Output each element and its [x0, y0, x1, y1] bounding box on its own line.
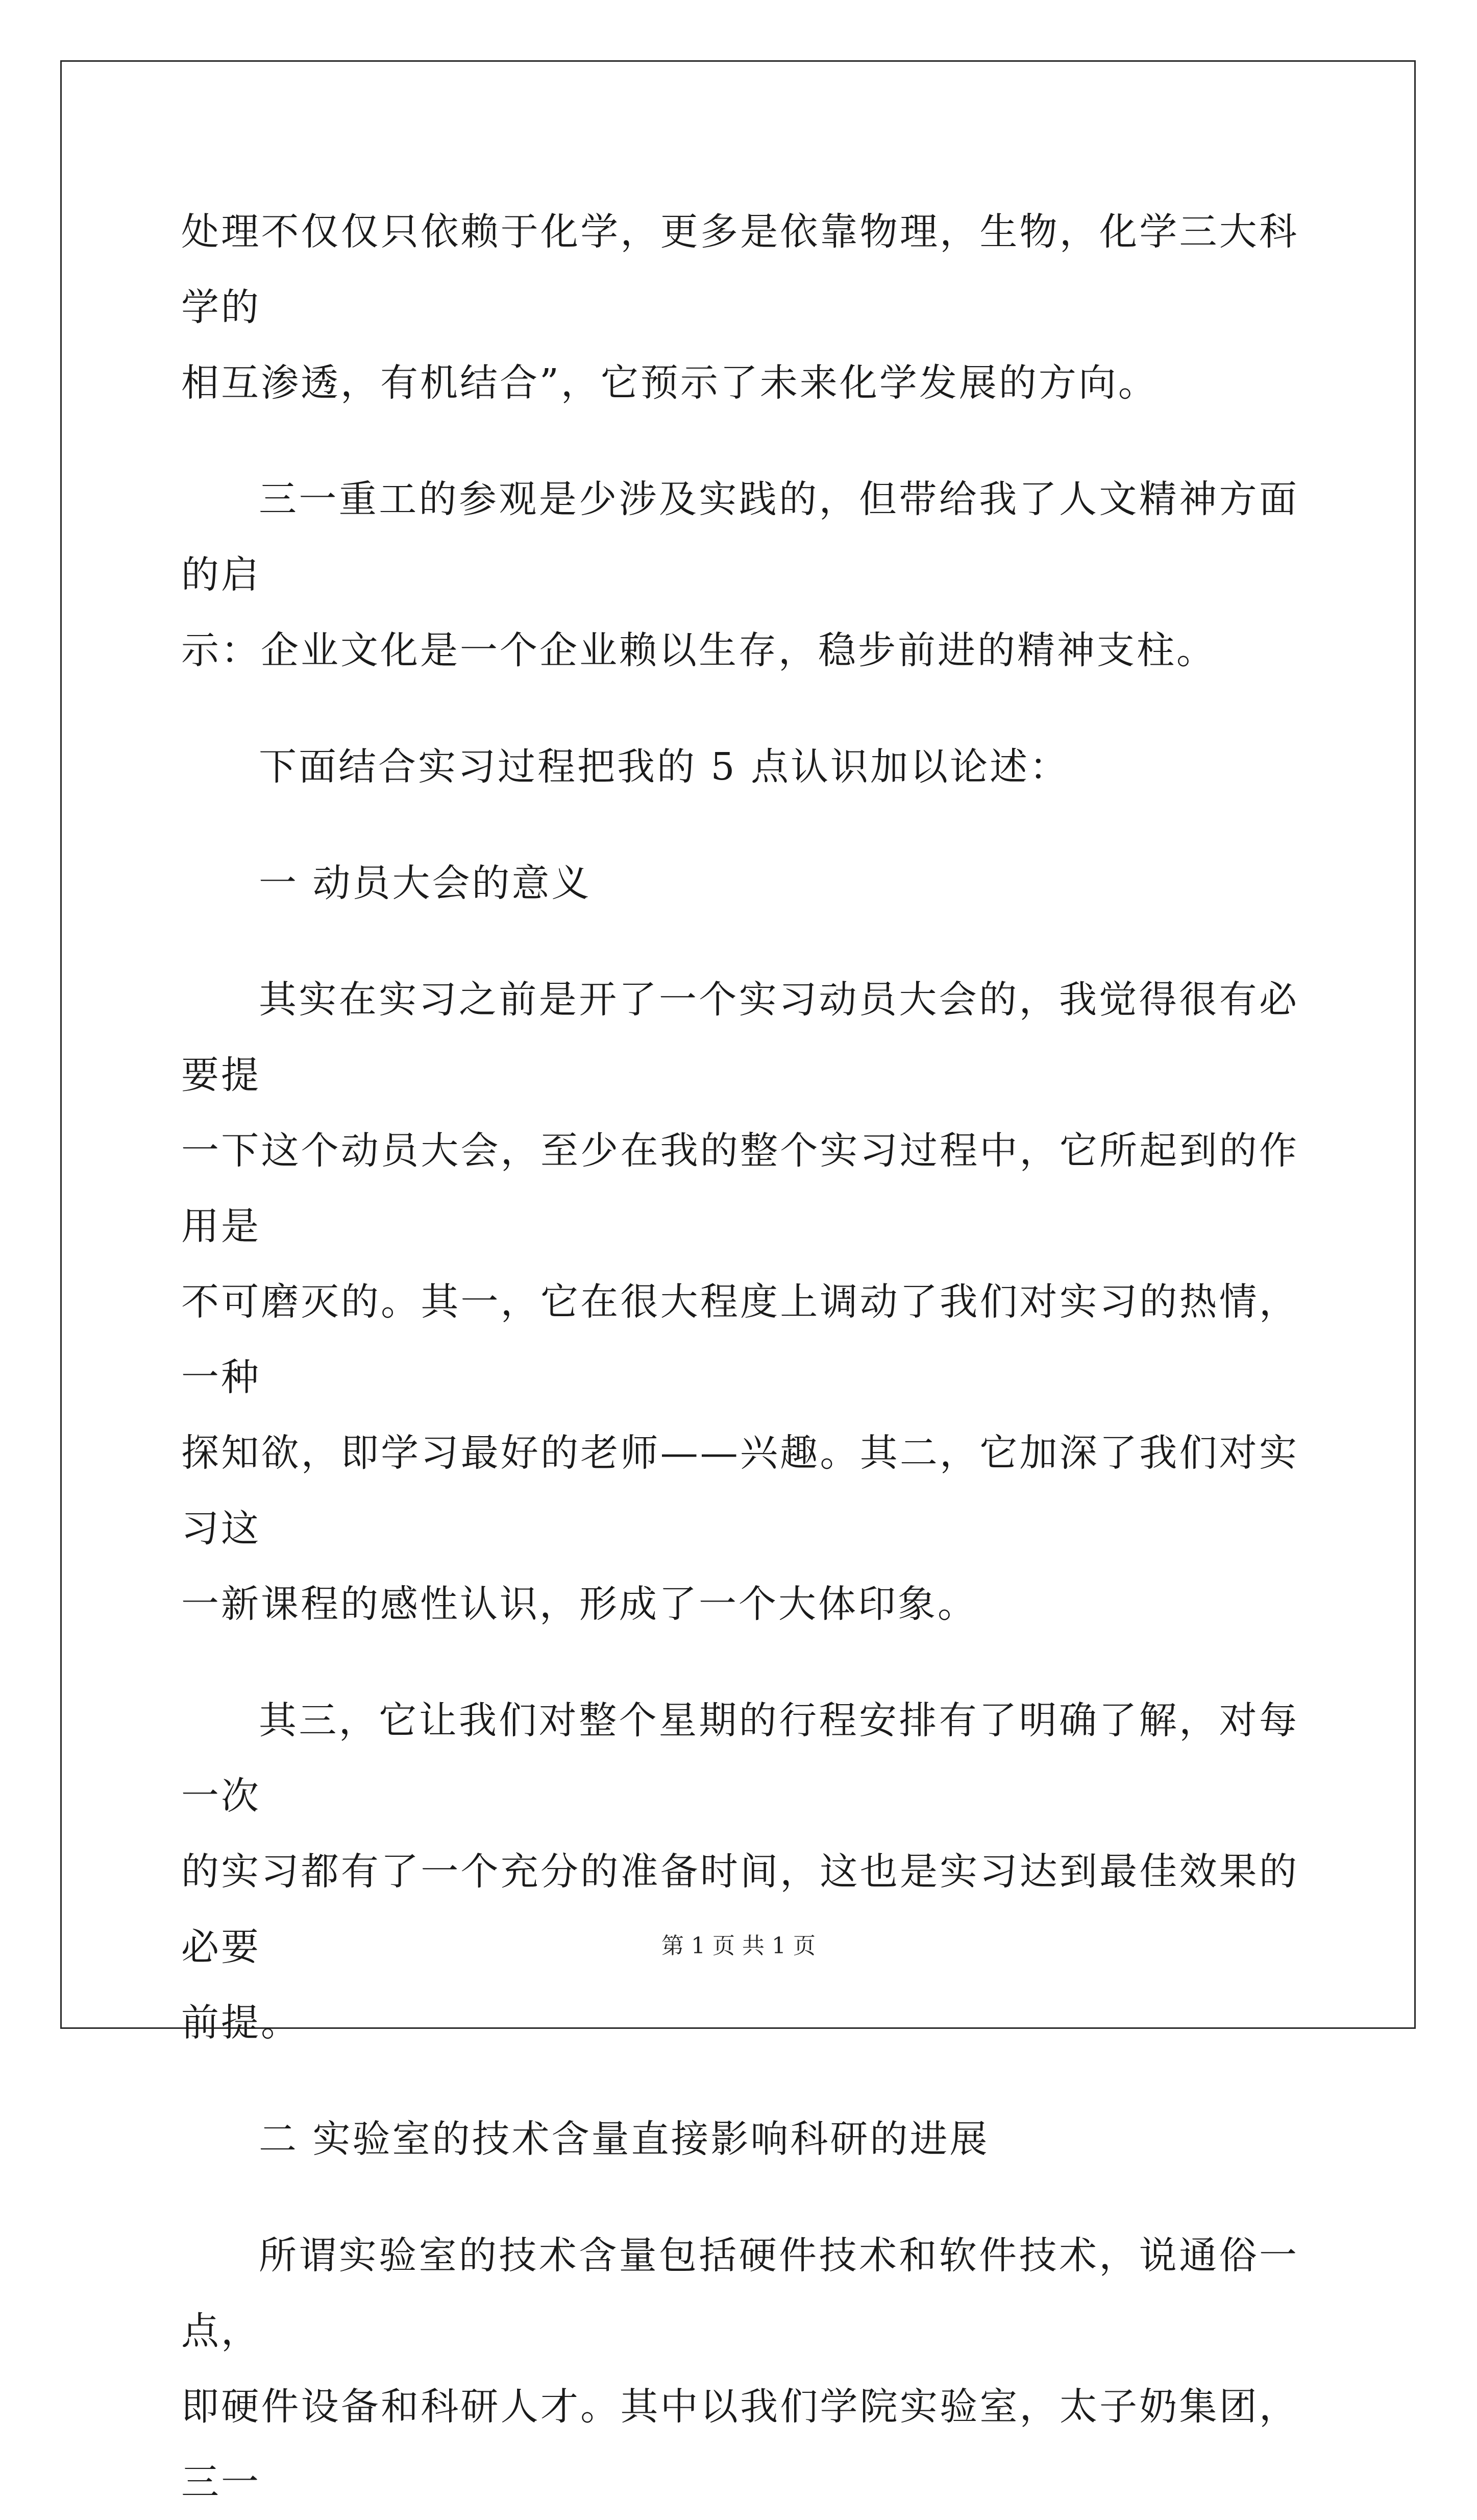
text-line: 的实习都有了一个充分的准备时间，这也是实习达到最佳效果的必要 [181, 1850, 1299, 1969]
text-line: 其三，它让我们对整个星期的行程安排有了明确了解，对每一次 [181, 1699, 1299, 1818]
text-line: 一下这个动员大会，至少在我的整个实习过程中，它所起到的作用是 [181, 1129, 1299, 1248]
text-line: 示：企业文化是一个企业赖以生存，稳步前进的精神支柱。 [181, 628, 1216, 672]
page-number-footer: 第 1 页 共 1 页 [661, 1933, 816, 1959]
section-heading-text: 二 实验室的技术含量直接影响科研的进展 [259, 2117, 990, 2161]
paragraph [181, 462, 1299, 688]
text-line: 不可磨灭的。其一，它在很大程度上调动了我们对实习的热情，一种 [181, 1280, 1299, 1399]
text-line: 前提。 [181, 2001, 301, 2045]
paragraph [181, 729, 1299, 805]
document-body [181, 194, 1299, 2520]
text-line: 三一重工的参观是少涉及实践的，但带给我了人文精神方面的启 [181, 477, 1299, 597]
text-line: 所谓实验室的技术含量包括硬件技术和软件技术，说通俗一点， [181, 2234, 1299, 2353]
text-line: 处理不仅仅只依赖于化学，更多是依靠物理，生物，化学三大科学的 [181, 210, 1299, 329]
text-line: 即硬件设备和科研人才。其中以我们学院实验室，太子奶集团，三一 [181, 2385, 1299, 2504]
paragraph [181, 194, 1299, 421]
paragraph [181, 962, 1299, 1642]
section-heading-text: 一 动员大会的意义 [259, 861, 592, 905]
text-line: 相互渗透，有机结合”，它预示了未来化学发展的方向。 [181, 361, 1158, 405]
section-heading [181, 2101, 1299, 2177]
paragraph [181, 2218, 1299, 2520]
text-line: 其实在实习之前是开了一个实习动员大会的，我觉得很有必要提 [181, 978, 1299, 1097]
text-line: 下面结合实习过程把我的 5 点认识加以论述： [259, 745, 1070, 789]
text-line: 一新课程的感性认识，形成了一个大体印象。 [181, 1582, 977, 1626]
paragraph [181, 1683, 1299, 2061]
text-line: 探知欲，即学习最好的老师——兴趣。其二，它加深了我们对实习这 [181, 1431, 1299, 1550]
section-heading [181, 845, 1299, 921]
